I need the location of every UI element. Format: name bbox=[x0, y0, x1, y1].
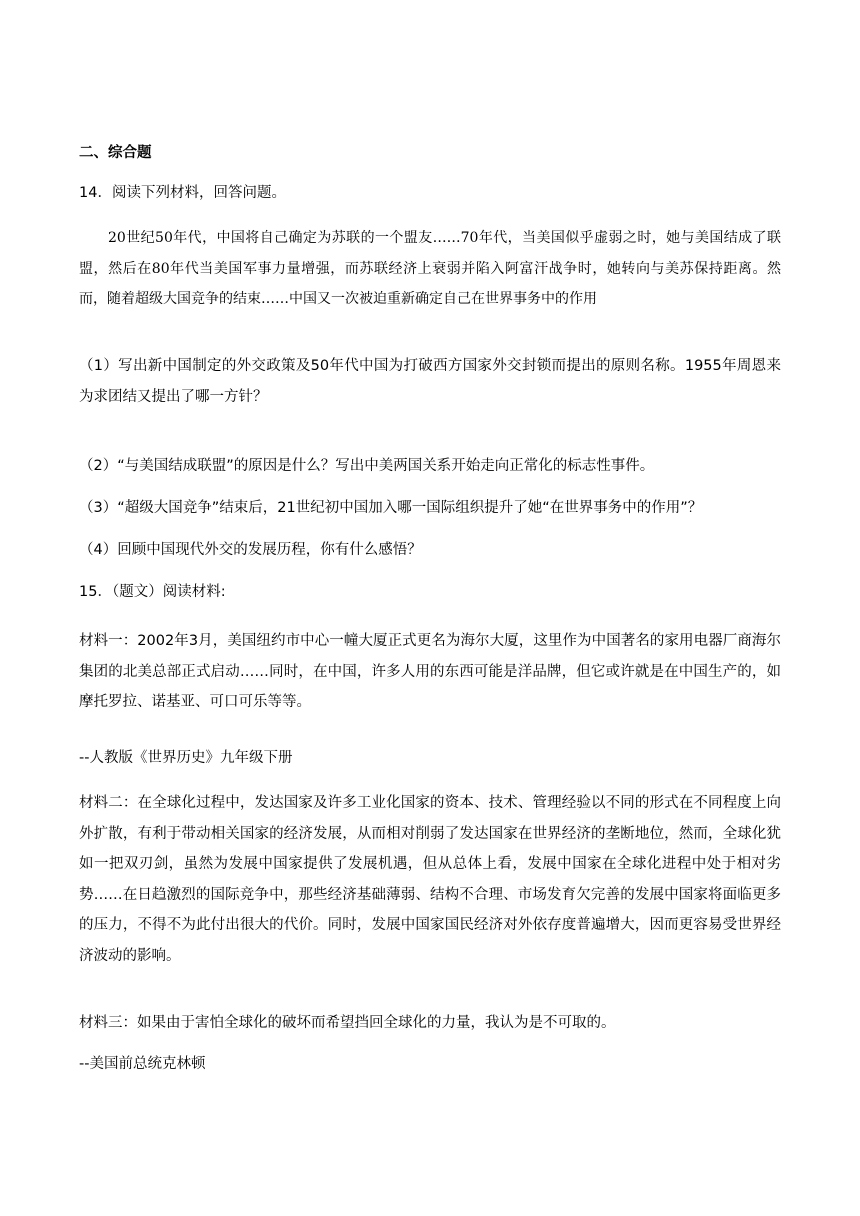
question-14-sub2: （2）“与美国结成联盟”的原因是什么？写出中美两国关系开始走向正常化的标志性事件。 bbox=[79, 458, 655, 474]
question-15-material-2: 材料二：在全球化过程中，发达国家及许多工业化国家的资本、技术、管理经验以不同的形式在不同程度上向外扩散，有利于带动相关国家的经济发展，从而相对削弱了发达国家在世界经济的垄断地位，然而，全球化犹如一把双刃剑，虽然为发展中国家提供了发展机遇，但从总体上看，发展中国家在全球化进程中处于相对劣势……在日趋激烈的国际竞争中，那些经济基础薄弱、结构不合理、市场发育欠完善的发展中国家将面临更多的压力，不得不为此付出很大的代价。同时，发展中国家国民经济对外依存度普遍增大，因而更容易受世界经济波动的影响。 bbox=[79, 795, 781, 964]
question-14-stem: 14．阅读下列材料，回答问题。 bbox=[79, 185, 286, 201]
question-14-sub3: （3）“超级大国竞争”结束后，21世纪初中国加入哪一国际组织提升了她“在世界事务中的作用”？ bbox=[79, 500, 703, 516]
section-title: 二、综合题 bbox=[79, 145, 152, 161]
question-14-sub1: （1）写出新中国制定的外交政策及50年代中国为打破西方国家外交封锁而提出的原则名称。1955年周恩来为求团结又提出了哪一方针？ bbox=[79, 358, 781, 405]
question-14-sub4: （4）回顾中国现代外交的发展历程，你有什么感悟？ bbox=[79, 542, 422, 558]
question-15-source-3: --美国前总统克林顿 bbox=[79, 1056, 206, 1072]
question-15-source-1: --人教版《世界历史》九年级下册 bbox=[79, 750, 293, 766]
question-15-material-3: 材料三：如果由于害怕全球化的破坏而希望挡回全球化的力量，我认为是不可取的。 bbox=[79, 1015, 616, 1031]
question-15-material-1: 材料一：2002年3月，美国纽约市中心一幢大厦正式更名为海尔大厦，这里作为中国著名的家用电器厂商海尔集团的北美总部正式启动……同时，在中国，许多人用的东西可能是洋品牌，但它或许就是在中国生产的，如摩托罗拉、诺基亚、可口可乐等等。 bbox=[79, 633, 781, 710]
question-14-material: 20世纪50年代，中国将自己确定为苏联的一个盟友……70年代，当美国似乎虚弱之时，她与美国结成了联盟，然后在80年代当美国军事力量增强，而苏联经济上衰弱并陷入阿富汗战争时，她转向与美苏保持距离。然而，随着超级大国竞争的结束……中国又一次被迫重新确定自己在世界事务中的作用 bbox=[79, 230, 781, 307]
question-15-stem: 15．（题文）阅读材料: bbox=[79, 584, 226, 600]
